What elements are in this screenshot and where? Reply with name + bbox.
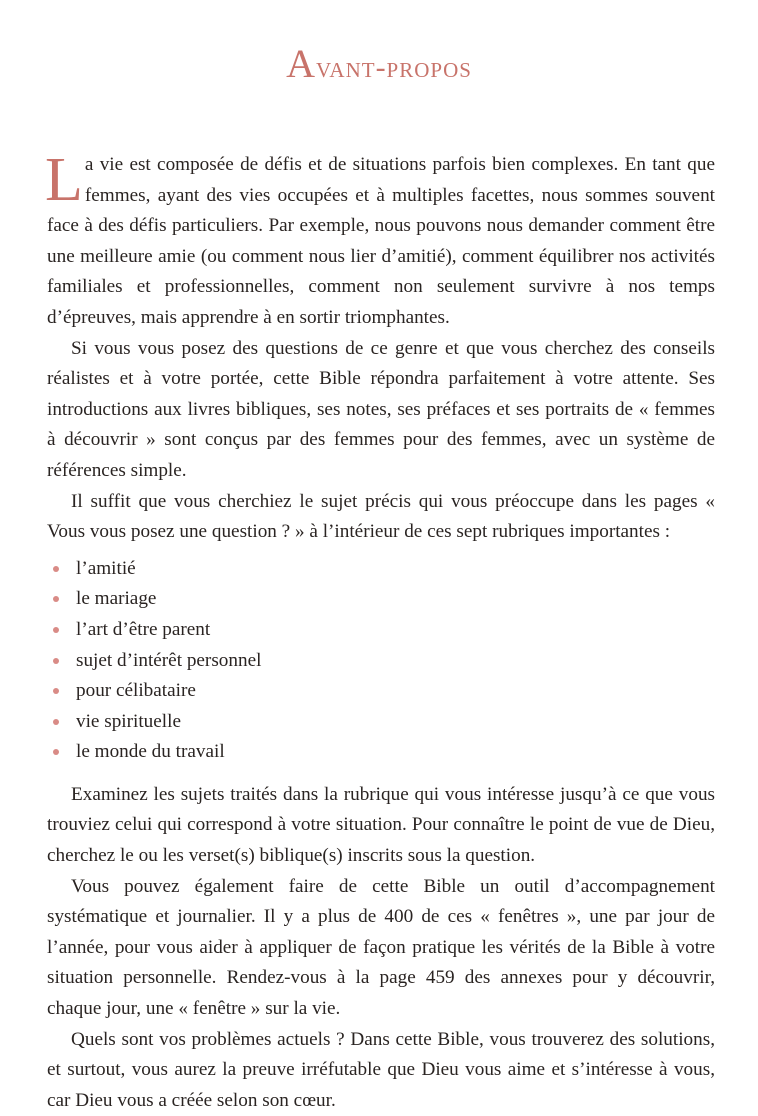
list-item bbox=[47, 676, 715, 707]
paragraph-examinez: Examinez les sujets traités dans la rubrique qui vous intéresse jusqu’à ce que vous trouviez celui qui correspond à votre situation. Pour connaître le point de vue de Dieu, cherchez le ou les verset(s) biblique(s) inscrits sous la question. bbox=[47, 783, 715, 867]
bullet-icon bbox=[53, 596, 59, 602]
list-item-label: l’art d’être parent bbox=[76, 618, 211, 640]
intro-paragraph bbox=[45, 146, 715, 334]
title-rest: vant-propos bbox=[315, 51, 472, 84]
list-item-label: sujet d’intérêt personnel bbox=[76, 649, 262, 671]
bullet-icon bbox=[53, 688, 59, 694]
paragraph-conclusion: Quels sont vos problèmes actuels ? Dans cette Bible, vous trouverez des solutions, et surtout, vous aurez la preuve irréfutable que Dieu vous aime et s’intéresse à vous, car Dieu vous a créée selon son cœur. bbox=[47, 1028, 715, 1111]
list-item-label: le mariage bbox=[76, 588, 157, 610]
paragraph-conseils: Si vous vous posez des questions de ce genre et que vous cherchez des conseils réalistes et à votre portée, cette Bible répondra parfaitement à votre attente. Ses introductions aux livres bibliques, ses notes, ses préfaces et ses portraits de « femmes à découvrir » sont conçus par des femmes pour des femmes, avec un système de références simple. bbox=[47, 337, 715, 481]
dropcap-letter: L bbox=[45, 146, 83, 214]
bullet-icon bbox=[53, 627, 59, 633]
body-text bbox=[45, 146, 715, 1116]
bullet-icon bbox=[53, 658, 59, 664]
list-item bbox=[47, 737, 715, 768]
bullet-icon bbox=[53, 749, 59, 755]
list-item bbox=[47, 707, 715, 738]
list-item bbox=[47, 646, 715, 677]
page-title bbox=[0, 40, 758, 87]
list-item-label: pour célibataire bbox=[76, 680, 196, 702]
rubriques-list bbox=[47, 554, 715, 768]
paragraph-fenetres: Vous pouvez également faire de cette Bible un outil d’accompagnement systématique et journalier. Il y a plus de 400 de ces « fenêtres », une par jour de l’année, pour vous aider à appliquer de façon pratique les vérités de la Bible à votre situation personnelle. Rendez-vous à la page 459 des annexes pour y découvrir, chaque jour, une « fenêtre » sur la vie. bbox=[47, 875, 715, 1020]
list-item-label: le monde du travail bbox=[76, 741, 225, 763]
list-item-label: vie spirituelle bbox=[76, 710, 181, 732]
bullet-icon bbox=[53, 566, 59, 572]
paragraph-rubriques-intro: Il suffit que vous cherchiez le sujet précis qui vous préoccupe dans les pages « Vous vous posez une question ? » à l’intérieur de ces sept rubriques importantes : bbox=[47, 490, 715, 543]
list-item bbox=[47, 554, 715, 585]
list-item-label: l’amitié bbox=[76, 557, 136, 579]
list-item bbox=[47, 615, 715, 646]
intro-paragraph-text: a vie est composée de défis et de situations parfois bien complexes. En tant que femmes, ayant des vies occupées et à multiples facettes, nous sommes souvent face à des défis particuliers. Par exemple, nous pouvons nous demander comment être une meilleure amie (ou comment nous lier d’amitié), comment équilibrer nos activités familiales et professionnelles, comment non seulement survivre à nos temps d’épreuves, mais apprendre à en sortir triomphantes. bbox=[47, 154, 715, 328]
list-item bbox=[47, 584, 715, 615]
bullet-icon bbox=[53, 719, 59, 725]
title-first-letter: A bbox=[286, 41, 316, 86]
